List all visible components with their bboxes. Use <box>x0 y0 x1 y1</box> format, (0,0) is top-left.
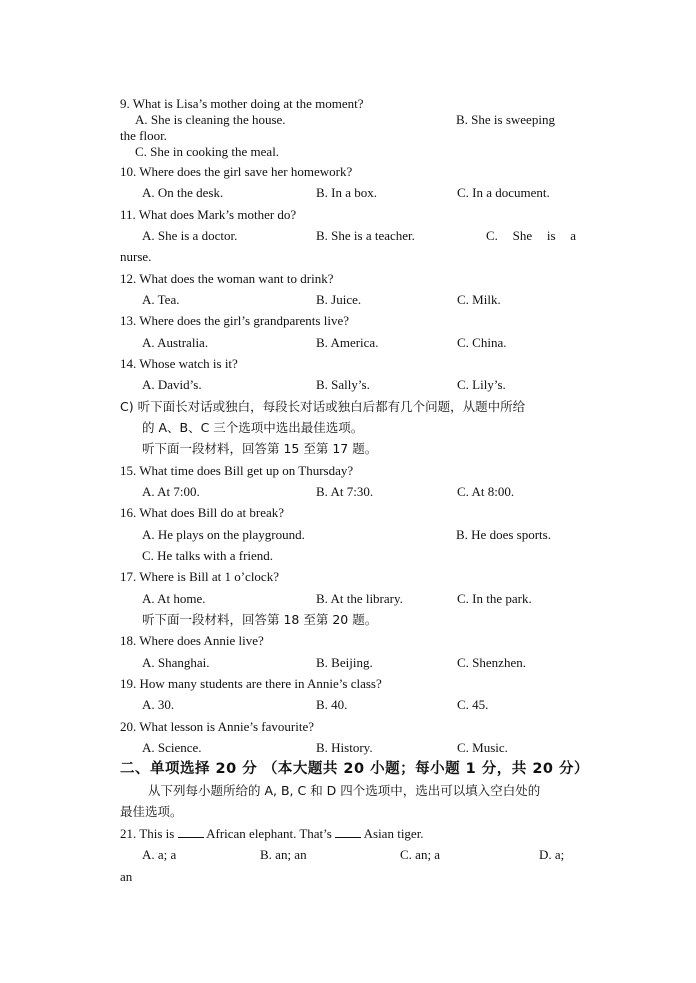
q10-option-b: B. In a box. <box>316 185 378 200</box>
answer-blank <box>335 825 361 838</box>
q19-option-b: B. 40. <box>316 697 348 712</box>
material-2-instruction: 听下面一段材料，回答第 18 至第 20 题。 <box>142 612 378 627</box>
q21-option-d-continued: an <box>120 869 133 884</box>
q21-option-d: D. a; <box>539 847 565 862</box>
q18-option-b: B. Beijing. <box>316 655 373 670</box>
question-20: 20. What lesson is Annie’s favourite? <box>120 719 315 734</box>
question-18: 18. Where does Annie live? <box>120 633 264 648</box>
q15-option-a: A. At 7:00. <box>142 484 200 499</box>
question-16: 16. What does Bill do at break? <box>120 505 285 520</box>
q9-option-b-continued: the floor. <box>120 128 167 143</box>
q11-c-word: C. <box>486 228 498 243</box>
question-9: 9. What is Lisa’s mother doing at the moment? <box>120 96 364 111</box>
q11-option-c <box>486 228 576 244</box>
q21-option-c: C. an; a <box>400 847 441 862</box>
q21-option-b: B. an; an <box>260 847 307 862</box>
question-21 <box>120 825 424 842</box>
part-2-heading: 二、单项选择 20 分 （本大题共 20 小题；每小题 1 分，共 20 分） <box>120 761 590 777</box>
question-12: 12. What does the woman want to drink? <box>120 271 334 286</box>
q21-option-a: A. a; a <box>142 847 177 862</box>
q21-text-part: African elephant. That’s <box>203 826 336 841</box>
q9-option-b: B. She is sweeping <box>456 112 555 127</box>
question-11: 11. What does Mark’s mother do? <box>120 207 297 222</box>
q12-option-b: B. Juice. <box>316 292 362 307</box>
q11-c-word: a <box>570 228 576 243</box>
question-15: 15. What time does Bill get up on Thursday? <box>120 463 354 478</box>
q15-option-b: B. At 7:30. <box>316 484 374 499</box>
q11-option-c-continued: nurse. <box>120 249 152 264</box>
q11-option-a: A. She is a doctor. <box>142 228 238 243</box>
q11-option-b: B. She is a teacher. <box>316 228 415 243</box>
answer-blank <box>178 825 204 838</box>
section-c-instruction-line1: C) 听下面长对话或独白，每段长对话或独白后都有几个问题，从题中所给 <box>120 399 526 414</box>
q19-option-a: A. 30. <box>142 697 175 712</box>
q12-option-a: A. Tea. <box>142 292 180 307</box>
q16-option-c: C. He talks with a friend. <box>142 548 274 563</box>
q14-option-a: A. David’s. <box>142 377 202 392</box>
q21-text-part: Asian tiger. <box>361 826 424 841</box>
material-1-instruction: 听下面一段材料，回答第 15 至第 17 题。 <box>142 441 378 456</box>
q19-option-c: C. 45. <box>457 697 489 712</box>
q20-option-c: C. Music. <box>457 740 508 755</box>
q16-option-b: B. He does sports. <box>456 527 551 542</box>
q10-option-a: A. On the desk. <box>142 185 224 200</box>
q21-text-part: 21. This is <box>120 826 178 841</box>
q14-option-b: B. Sally’s. <box>316 377 370 392</box>
q9-option-c: C. She in cooking the meal. <box>135 144 280 159</box>
q16-option-a: A. He plays on the playground. <box>142 527 305 542</box>
q17-option-b: B. At the library. <box>316 591 403 606</box>
q13-option-c: C. China. <box>457 335 507 350</box>
q12-option-c: C. Milk. <box>457 292 501 307</box>
q20-option-a: A. Science. <box>142 740 202 755</box>
q11-c-word: She <box>512 228 533 243</box>
q18-option-a: A. Shanghai. <box>142 655 210 670</box>
q17-option-a: A. At home. <box>142 591 206 606</box>
question-19: 19. How many students are there in Annie’s class? <box>120 676 382 691</box>
question-10: 10. Where does the girl save her homework? <box>120 164 353 179</box>
q13-option-a: A. Australia. <box>142 335 209 350</box>
section-c-instruction-line2: 的 A、B、C 三个选项中选出最佳选项。 <box>142 420 364 435</box>
q18-option-c: C. Shenzhen. <box>457 655 526 670</box>
question-17: 17. Where is Bill at 1 o’clock? <box>120 569 279 584</box>
q10-option-c: C. In a document. <box>457 185 550 200</box>
q13-option-b: B. America. <box>316 335 379 350</box>
q14-option-c: C. Lily’s. <box>457 377 506 392</box>
q11-c-word: is <box>546 228 556 243</box>
part-2-instruction-line2: 最佳选项。 <box>120 804 183 819</box>
part-2-instruction-line1: 从下列每小题所给的 A, B, C 和 D 四个选项中，选出可以填入空白处的 <box>148 783 541 798</box>
question-13: 13. Where does the girl’s grandparents live? <box>120 313 349 328</box>
q20-option-b: B. History. <box>316 740 373 755</box>
q15-option-c: C. At 8:00. <box>457 484 515 499</box>
q9-option-a: A. She is cleaning the house. <box>135 112 286 127</box>
question-14: 14. Whose watch is it? <box>120 356 238 371</box>
q17-option-c: C. In the park. <box>457 591 532 606</box>
